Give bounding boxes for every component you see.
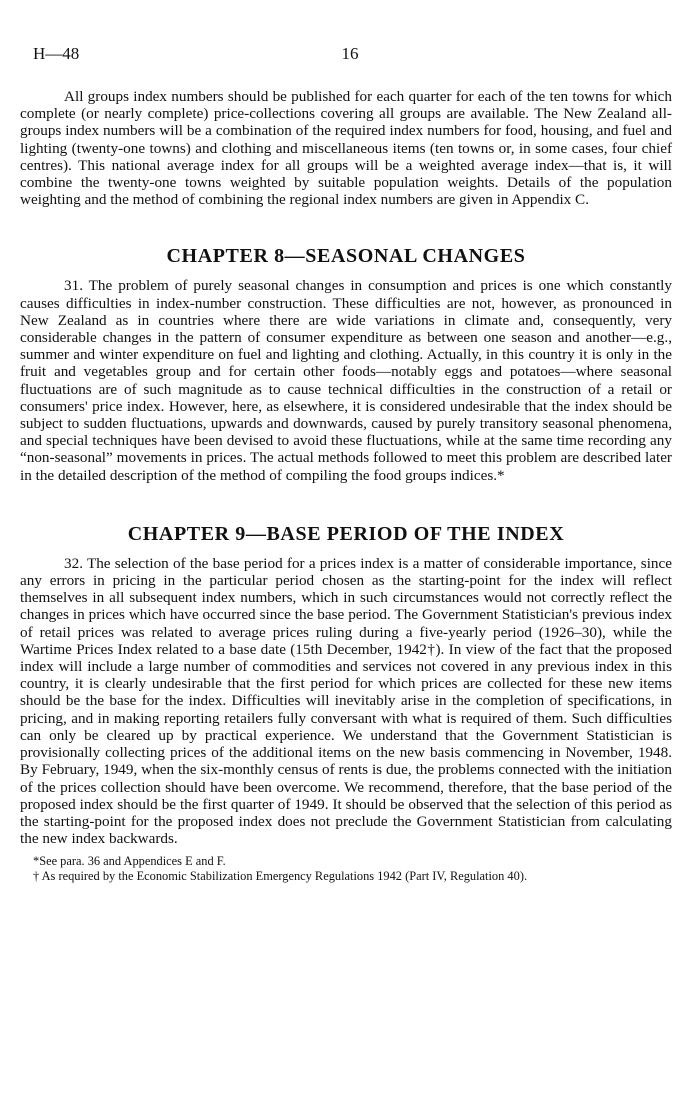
page-number: 16 — [341, 44, 359, 63]
footnote-asterisk: *See para. 36 and Appendices E and F. — [33, 854, 226, 869]
chapter-9-heading: CHAPTER 9—BASE PERIOD OF THE INDEX — [127, 522, 565, 545]
footnote-dagger: † As required by the Economic Stabilization Emergency Regulations 1942 (Part IV, Regulation 40). — [33, 869, 528, 884]
document-reference: H—48 — [33, 44, 80, 63]
page-content — [20, 88, 672, 884]
chapter-8-heading: CHAPTER 8—SEASONAL CHANGES — [166, 245, 526, 268]
paragraph-32: 32. The selection of the base period for a prices index is a matter of considerable importance, since any errors in pricing in the particular period chosen as the starting-point for the index will reflect themselves in all subsequent index numbers, which in such circumstances would not correctly reflect the changes in prices which have occurred since the base period. The Government Statistician's previous index of retail prices was related to average prices ruling during a five-yearly period (1926–30), while the Wartime Prices Index related to a base date (15th December, 1942†). In view of the fact that the proposed index will include a large number of commodities and services not covered in any previous index in this country, it is clearly undesirable that the first period for which prices are collected for these new items should be the base for the index. Difficulties will inevitably arise in the completion of specifications, in pricing, and in making reporting retailers fully conversant with what is required of them. Such difficulties can only be cleared up by practical experience. We understand that the Government Statistician is provisionally collecting prices of the additional items on the new basis commencing in November, 1948. By February, 1949, when the six-monthly census of rents is due, the problems connected with the initiation of the prices collection should have been overcome. We recommend, therefore, that the base period of the proposed index should be the first quarter of 1949. It should be observed that the selection of this period as the starting-point for the proposed index does not preclude the Government Statistician from calculating the new index backwards. — [20, 554, 672, 848]
footnotes — [20, 854, 672, 884]
intro-paragraph: All groups index numbers should be published for each quarter for each of the ten towns for which complete (or nearly complete) price-collections covering all groups are available. The New Zealand all-groups index numbers will be a combination of the required index numbers for food, housing, and fuel and lighting (twenty-one towns) and clothing and miscellaneous items (ten towns or, in some cases, four chief centres). This national average index for all groups will be a weighted average index—that is, it will combine the twenty-one towns weighted by suitable population weights. Details of the population weighting and the method of combining the regional index numbers are given in Appendix C. — [20, 88, 672, 209]
paragraph-31: 31. The problem of purely seasonal changes in consumption and prices is one which constantly causes difficulties in index-number construction. These difficulties are not, however, as pronounced in New Zealand as in countries where there are wide variations in climate and, consequently, very considerable changes in the pattern of consumer expenditure as between one season and another—e.g., summer and winter expenditure on fuel and lighting and clothing. Actually, in this country it is only in the fruit and vegetables group and for certain other foods—notably eggs and potatoes—where seasonal fluctuations are of such magnitude as to cause technical difficulties in the construction of a retail or consumers' price index. However, here, as elsewhere, it is considered undesirable that the index should be subject to sudden fluctuations, upwards and downwards, caused by purely transitory seasonal phenomena, and special techniques have been devised to avoid these fluctuations, while at the same time recording any “non-seasonal” movements in prices. The actual methods followed to meet this problem are described later in the detailed description of the method of compiling the food groups indices.* — [20, 277, 672, 484]
page-header — [33, 44, 667, 66]
